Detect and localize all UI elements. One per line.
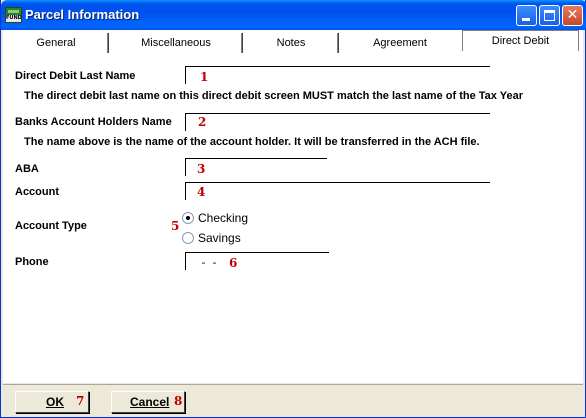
marker-1: 1 bbox=[200, 70, 209, 84]
tab-label: General bbox=[36, 37, 76, 49]
aba-label: ABA bbox=[15, 163, 39, 175]
ok-label: OK bbox=[46, 395, 64, 409]
title-bar[interactable] bbox=[1, 0, 586, 30]
maximize-icon bbox=[544, 10, 555, 21]
marker-6: 6 bbox=[229, 256, 238, 270]
window-title: Parcel Information bbox=[25, 7, 140, 22]
radio-checking[interactable] bbox=[182, 211, 262, 227]
last-name-label: Direct Debit Last Name bbox=[15, 70, 136, 82]
tab-label: Direct Debit bbox=[491, 35, 550, 47]
marker-5: 5 bbox=[171, 219, 180, 233]
marker-2: 2 bbox=[198, 115, 207, 129]
account-field[interactable] bbox=[185, 182, 490, 200]
phone-value: - - bbox=[198, 256, 220, 269]
last-name-note: The direct debit last name on this direct debit screen MUST match the last name of the Tax Year bbox=[24, 90, 524, 102]
radio-checking-indicator[interactable] bbox=[182, 212, 194, 224]
tab-strip bbox=[3, 30, 583, 54]
marker-4: 4 bbox=[197, 185, 206, 199]
holder-name-field[interactable] bbox=[185, 113, 490, 131]
marker-7: 7 bbox=[76, 394, 85, 408]
radio-savings-indicator[interactable] bbox=[182, 232, 194, 244]
aba-field[interactable] bbox=[185, 158, 327, 176]
marker-8: 8 bbox=[174, 394, 183, 408]
tab-general[interactable] bbox=[3, 32, 109, 54]
minimize-button[interactable] bbox=[516, 5, 537, 26]
tab-label: Notes bbox=[276, 37, 306, 49]
maximize-button[interactable] bbox=[539, 5, 560, 26]
app-icon-stripe bbox=[8, 10, 19, 13]
account-label: Account bbox=[15, 186, 59, 198]
account-type-label: Account Type bbox=[15, 220, 87, 232]
radio-savings[interactable] bbox=[182, 231, 262, 247]
phone-field[interactable] bbox=[185, 252, 329, 270]
tab-label: Agreement bbox=[373, 37, 427, 49]
radio-checking-label: Checking bbox=[198, 211, 249, 225]
tab-agreement[interactable] bbox=[339, 32, 461, 54]
radio-savings-label: Savings bbox=[198, 231, 241, 245]
app-icon-label: FUND bbox=[6, 15, 22, 21]
holder-name-note: The name above is the name of the account holder. It will be transferred in the ACH file. bbox=[24, 136, 480, 148]
phone-label: Phone bbox=[15, 256, 49, 268]
tab-miscellaneous[interactable] bbox=[109, 32, 243, 54]
last-name-field[interactable] bbox=[185, 66, 490, 84]
holder-name-label: Banks Account Holders Name bbox=[15, 116, 172, 128]
close-icon: ✕ bbox=[566, 7, 579, 23]
button-bar bbox=[3, 384, 583, 416]
cancel-label: Cancel bbox=[130, 395, 170, 409]
close-button[interactable] bbox=[562, 5, 583, 26]
tab-label: Miscellaneous bbox=[141, 37, 211, 49]
tab-direct-debit[interactable] bbox=[462, 30, 579, 51]
ok-button[interactable] bbox=[15, 391, 89, 413]
marker-3: 3 bbox=[197, 162, 206, 176]
cancel-button[interactable] bbox=[111, 391, 185, 413]
fund-app-icon bbox=[5, 7, 22, 23]
minimize-icon bbox=[522, 18, 530, 21]
tab-notes[interactable] bbox=[243, 32, 339, 54]
